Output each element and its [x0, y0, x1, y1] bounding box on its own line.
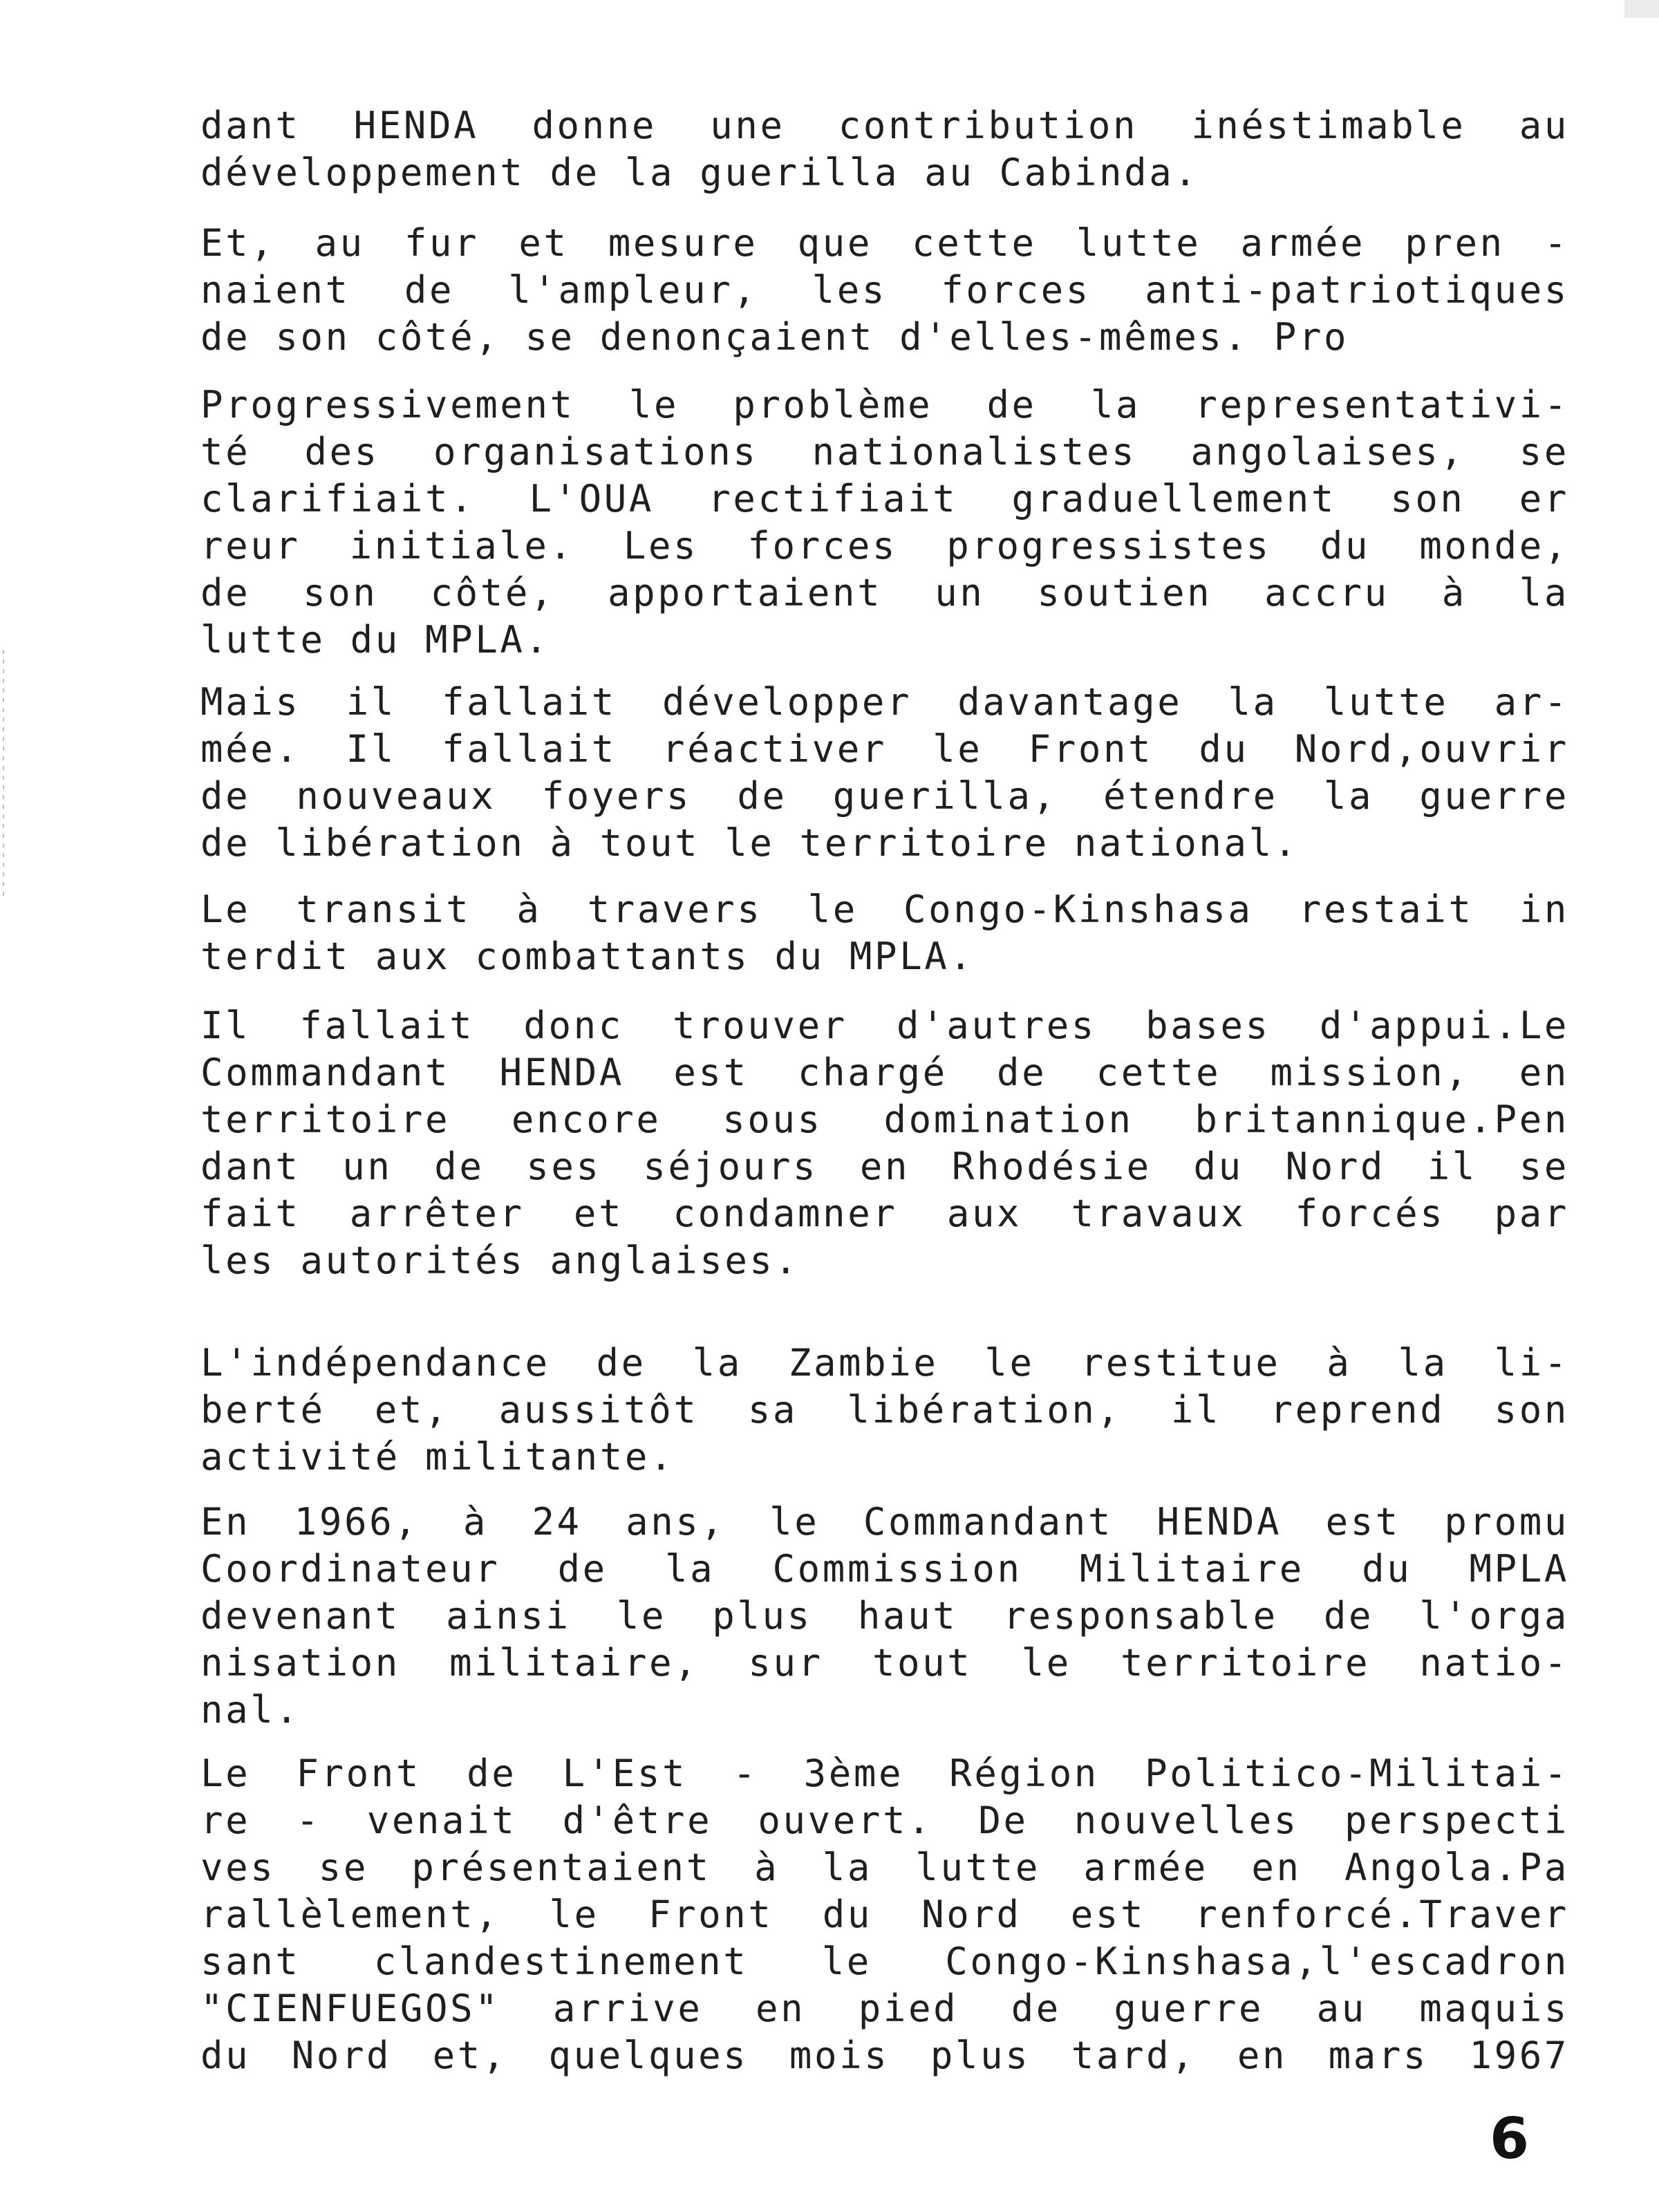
text-line: de nouveaux foyers de guerilla, étendre la guerre: [200, 774, 1569, 818]
text-line: re - venait d'être ouvert. De nouvelles perspecti: [200, 1799, 1569, 1842]
text-line: activité militante.: [200, 1435, 675, 1479]
paragraph-representativity: [200, 382, 1569, 664]
text-line: lutte du MPLA.: [200, 618, 550, 662]
text-line: ves se présentaient à la lutte armée en Angola.Pa: [200, 1846, 1569, 1889]
text-line: dant HENDA donne une contribution inéstimable au: [200, 104, 1569, 147]
text-line: berté et, aussitôt sa libération, il reprend son: [200, 1388, 1569, 1432]
text-line: Coordinateur de la Commission Militaire du MPLA: [200, 1547, 1569, 1591]
text-line: Le transit à travers le Congo-Kinshasa restait in: [200, 888, 1569, 931]
text-line: les autorités anglaises.: [200, 1239, 800, 1282]
text-line: terdit aux combattants du MPLA.: [200, 935, 975, 978]
text-line: té des organisations nationalistes angolaises, se: [200, 430, 1569, 474]
text-line: Il fallait donc trouver d'autres bases d'appui.Le: [200, 1004, 1569, 1047]
scan-corner-mark: [1624, 0, 1659, 18]
text-line: devenant ainsi le plus haut responsable de l'orga: [200, 1594, 1569, 1638]
text-line: clarifiait. L'OUA rectifiait graduellement son er: [200, 477, 1569, 521]
text-line: territoire encore sous domination britannique.Pen: [200, 1098, 1569, 1141]
paragraph-coordinator-1966: [200, 1499, 1569, 1734]
paragraph-eastern-front: [200, 1750, 1569, 2079]
text-line: En 1966, à 24 ans, le Commandant HENDA est promu: [200, 1500, 1569, 1544]
text-line: "CIENFUEGOS" arrive en pied de guerre au maquis: [200, 1987, 1569, 2030]
text-line: dant un de ses séjours en Rhodésie du Nord il se: [200, 1145, 1569, 1188]
text-line: reur initiale. Les forces progressistes du monde,: [200, 524, 1569, 568]
text-line: Le Front de L'Est - 3ème Région Politico-Militai-: [200, 1752, 1569, 1795]
text-line: nisation militaire, sur tout le territoire natio-: [200, 1641, 1569, 1685]
text-line: naient de l'ampleur, les forces anti-patriotiques: [200, 268, 1569, 312]
text-line: L'indépendance de la Zambie le restitue à la li-: [200, 1341, 1569, 1385]
text-line: développement de la guerilla au Cabinda.: [200, 151, 1199, 194]
text-line: mée. Il fallait réactiver le Front du Nord,ouvrir: [200, 727, 1569, 771]
text-line: Progressivement le problème de la representativi-: [200, 383, 1569, 427]
text-line: fait arrêter et condamner aux travaux forcés par: [200, 1192, 1569, 1235]
paragraph-henda-cabinda: [200, 102, 1569, 196]
text-line: Mais il fallait développer davantage la lutte ar-: [200, 680, 1569, 724]
scan-margin-mark: [3, 650, 4, 899]
paragraph-arrest-rhodesia: [200, 1002, 1569, 1284]
text-line: de libération à tout le territoire national.: [200, 821, 1299, 865]
text-line: de son côté, apportaient un soutien accru à la: [200, 571, 1569, 615]
paragraph-armed-struggle: [200, 679, 1569, 867]
page-number: 6: [1490, 2106, 1530, 2172]
text-line: rallèlement, le Front du Nord est renforcé.Traver: [200, 1893, 1569, 1936]
text-line: Et, au fur et mesure que cette lutte armée pren -: [200, 221, 1569, 265]
text-line: nal.: [200, 1688, 301, 1732]
text-line: du Nord et, quelques mois plus tard, en mars 1967: [200, 2034, 1569, 2077]
text-line: Commandant HENDA est chargé de cette mission, en: [200, 1051, 1569, 1094]
paragraph-congo-transit: [200, 886, 1569, 980]
text-line: sant clandestinement le Congo-Kinshasa,l'escadron: [200, 1940, 1569, 1983]
text-line: de son côté, se denonçaient d'elles-mêmes. Pro: [200, 315, 1349, 359]
paragraph-zambia-independence: [200, 1340, 1569, 1481]
paragraph-anti-patriotic-forces: [200, 220, 1569, 361]
